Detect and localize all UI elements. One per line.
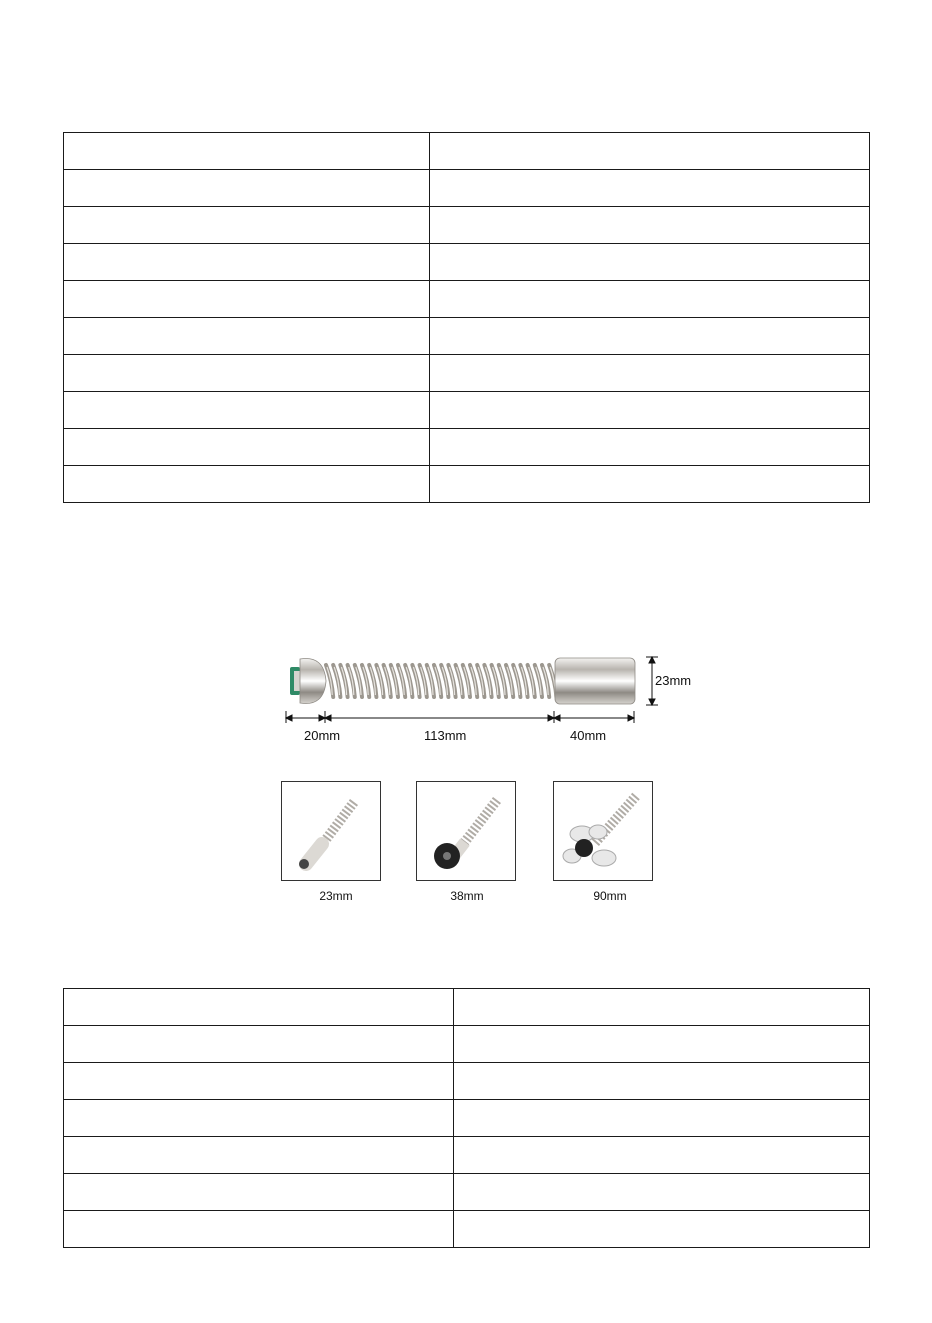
table-cell xyxy=(454,1137,870,1174)
table-row xyxy=(64,989,870,1026)
table-row xyxy=(64,133,870,170)
variant-thumbnail-90mm xyxy=(553,781,653,881)
table-cell xyxy=(430,318,870,355)
table-cell xyxy=(430,355,870,392)
table-cell xyxy=(430,133,870,170)
spring xyxy=(326,665,556,697)
table-row xyxy=(64,281,870,318)
table-row xyxy=(64,170,870,207)
table-cell xyxy=(454,1174,870,1211)
table-cell xyxy=(64,466,430,503)
table-row xyxy=(64,466,870,503)
table-cell xyxy=(64,392,430,429)
variant-caption: 90mm xyxy=(593,889,627,903)
table-row xyxy=(64,244,870,281)
table-cell xyxy=(64,1174,454,1211)
table-cell xyxy=(430,170,870,207)
table-cell xyxy=(430,392,870,429)
table-row xyxy=(64,207,870,244)
table-cell xyxy=(64,1026,454,1063)
table-row xyxy=(64,1174,870,1211)
table-cell xyxy=(64,429,430,466)
spec-table-top xyxy=(63,132,870,503)
table-row xyxy=(64,392,870,429)
table-row xyxy=(64,1211,870,1248)
table-row xyxy=(64,1026,870,1063)
camera-head-guard-icon xyxy=(417,782,515,880)
table-cell xyxy=(454,1063,870,1100)
table-cell xyxy=(454,989,870,1026)
table-cell xyxy=(64,989,454,1026)
table-row xyxy=(64,355,870,392)
variant-caption: 23mm xyxy=(319,889,353,903)
camera-body xyxy=(555,658,635,704)
table-row xyxy=(64,318,870,355)
table-cell xyxy=(430,244,870,281)
table-cell xyxy=(64,244,430,281)
table-cell xyxy=(64,170,430,207)
table-cell xyxy=(454,1100,870,1137)
camera-head-wheels-icon xyxy=(554,782,652,880)
table-cell xyxy=(64,133,430,170)
table-cell xyxy=(64,281,430,318)
table-cell xyxy=(64,318,430,355)
table-cell xyxy=(64,1100,454,1137)
table-cell xyxy=(64,355,430,392)
table-cell xyxy=(64,1137,454,1174)
table-row xyxy=(64,1137,870,1174)
table-cell xyxy=(430,207,870,244)
spec-table-bottom xyxy=(63,988,870,1248)
dimension-label-tail: 40mm xyxy=(570,728,607,743)
table-cell xyxy=(430,281,870,318)
table-row xyxy=(64,1063,870,1100)
camera-head-plain-icon xyxy=(282,782,380,880)
table-row xyxy=(64,1100,870,1137)
dimension-label-spring: 113mm xyxy=(424,728,467,743)
dimension-label-head: 20mm xyxy=(304,728,341,743)
head-collar xyxy=(300,658,326,703)
table-cell xyxy=(64,207,430,244)
table-cell xyxy=(454,1026,870,1063)
variant-caption: 38mm xyxy=(450,889,484,903)
table-cell xyxy=(430,429,870,466)
table-cell xyxy=(64,1063,454,1100)
table-cell xyxy=(430,466,870,503)
variant-thumbnail-23mm xyxy=(281,781,381,881)
variant-thumbnail-38mm xyxy=(416,781,516,881)
table-cell xyxy=(454,1211,870,1248)
dimension-label-diameter: 23mm xyxy=(655,673,692,688)
table-row xyxy=(64,429,870,466)
table-cell xyxy=(64,1211,454,1248)
